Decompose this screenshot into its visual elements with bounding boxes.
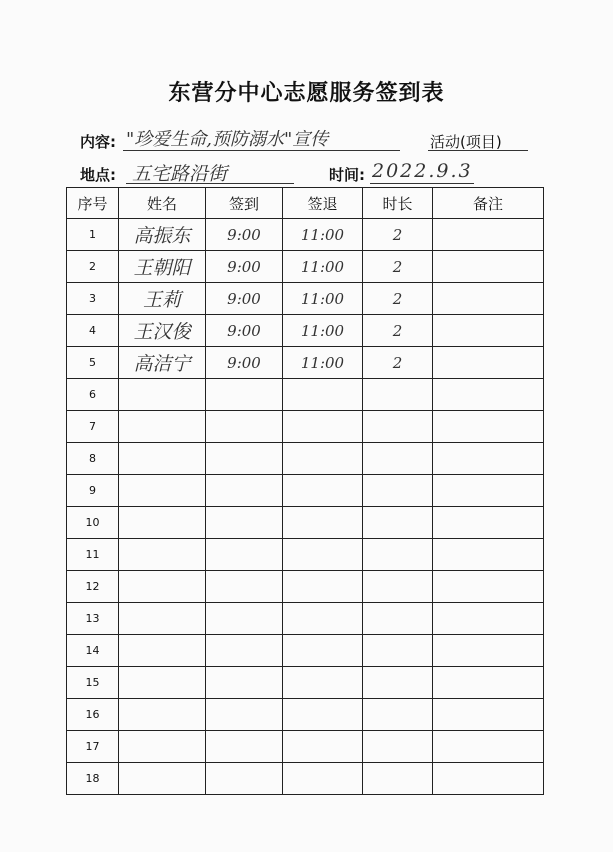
table-row (67, 699, 544, 731)
row-note (433, 763, 544, 795)
row-duration (363, 475, 433, 507)
row-number: 5 (67, 347, 119, 379)
table-row (67, 763, 544, 795)
row-note (433, 475, 544, 507)
row-sign-in (206, 571, 283, 603)
row-duration: 2 (363, 283, 433, 315)
table-row (67, 635, 544, 667)
row-sign-out (283, 763, 363, 795)
activity-underline (428, 150, 528, 151)
row-name: 王汉俊 (119, 315, 206, 347)
row-number: 9 (67, 475, 119, 507)
row-sign-in (206, 603, 283, 635)
row-name: 高洁宁 (119, 347, 206, 379)
row-duration (363, 731, 433, 763)
row-sign-out (283, 507, 363, 539)
row-note (433, 507, 544, 539)
table-row (67, 283, 544, 315)
row-number: 14 (67, 635, 119, 667)
table-row (67, 251, 544, 283)
row-name (119, 603, 206, 635)
table-row (67, 667, 544, 699)
time-underline (370, 183, 474, 184)
time-label: 时间: (329, 166, 365, 184)
col-header-duration: 时长 (363, 188, 433, 219)
row-duration: 2 (363, 251, 433, 283)
content-underline (123, 150, 400, 151)
table-row (67, 443, 544, 475)
row-duration (363, 443, 433, 475)
row-sign-out (283, 603, 363, 635)
row-note (433, 347, 544, 379)
row-number: 1 (67, 219, 119, 251)
row-note (433, 603, 544, 635)
row-name (119, 507, 206, 539)
row-note (433, 283, 544, 315)
row-note (433, 635, 544, 667)
row-sign-in (206, 699, 283, 731)
row-note (433, 379, 544, 411)
row-number: 2 (67, 251, 119, 283)
row-name (119, 667, 206, 699)
table-row (67, 731, 544, 763)
row-number: 7 (67, 411, 119, 443)
row-duration (363, 635, 433, 667)
row-name (119, 443, 206, 475)
row-sign-out (283, 731, 363, 763)
col-header-sign-out: 签退 (283, 188, 363, 219)
table-row (67, 507, 544, 539)
row-sign-in (206, 475, 283, 507)
col-header-sign-in: 签到 (206, 188, 283, 219)
location-underline (126, 183, 294, 184)
table-row (67, 219, 544, 251)
row-duration: 2 (363, 347, 433, 379)
col-header-name: 姓名 (119, 188, 206, 219)
row-number: 18 (67, 763, 119, 795)
row-number: 13 (67, 603, 119, 635)
row-name (119, 635, 206, 667)
row-sign-in: 9:00 (206, 219, 283, 251)
row-number: 12 (67, 571, 119, 603)
row-sign-out: 11:00 (283, 283, 363, 315)
row-sign-in (206, 443, 283, 475)
row-duration (363, 411, 433, 443)
table-row (67, 315, 544, 347)
row-duration (363, 603, 433, 635)
row-name (119, 539, 206, 571)
table-row (67, 539, 544, 571)
row-note (433, 411, 544, 443)
row-name: 王莉 (119, 283, 206, 315)
row-note (433, 219, 544, 251)
row-sign-out (283, 475, 363, 507)
table-row (67, 571, 544, 603)
row-note (433, 251, 544, 283)
table-row (67, 347, 544, 379)
row-note (433, 699, 544, 731)
row-duration (363, 507, 433, 539)
table-row (67, 379, 544, 411)
content-label: 内容: (80, 133, 116, 151)
row-number: 11 (67, 539, 119, 571)
row-sign-out: 11:00 (283, 315, 363, 347)
row-sign-out (283, 635, 363, 667)
row-sign-out: 11:00 (283, 251, 363, 283)
row-name (119, 411, 206, 443)
row-sign-out: 11:00 (283, 219, 363, 251)
row-duration (363, 571, 433, 603)
content-value: "珍爱生命,预防溺水"宣传 (126, 129, 329, 150)
location-value: 五宅路沿街 (132, 163, 228, 185)
row-duration (363, 763, 433, 795)
row-sign-out (283, 411, 363, 443)
row-sign-in (206, 667, 283, 699)
row-sign-out (283, 571, 363, 603)
sign-in-table (66, 187, 544, 795)
row-duration (363, 699, 433, 731)
row-sign-out: 11:00 (283, 347, 363, 379)
row-number: 10 (67, 507, 119, 539)
table-row (67, 411, 544, 443)
row-sign-in: 9:00 (206, 347, 283, 379)
row-sign-out (283, 667, 363, 699)
row-name (119, 763, 206, 795)
row-sign-in: 9:00 (206, 251, 283, 283)
row-duration (363, 539, 433, 571)
row-sign-in (206, 731, 283, 763)
time-value: 2022.9.3 (372, 160, 473, 182)
row-name (119, 571, 206, 603)
row-number: 3 (67, 283, 119, 315)
row-sign-in (206, 379, 283, 411)
row-note (433, 315, 544, 347)
row-name (119, 475, 206, 507)
row-note (433, 539, 544, 571)
col-header-note: 备注 (433, 188, 544, 219)
table-row (67, 475, 544, 507)
row-name: 王朝阳 (119, 251, 206, 283)
row-sign-out (283, 443, 363, 475)
row-sign-in (206, 539, 283, 571)
col-header-no: 序号 (67, 188, 119, 219)
row-duration (363, 667, 433, 699)
row-note (433, 443, 544, 475)
location-label: 地点: (80, 166, 116, 184)
row-name (119, 379, 206, 411)
row-number: 6 (67, 379, 119, 411)
row-sign-in: 9:00 (206, 283, 283, 315)
row-number: 8 (67, 443, 119, 475)
row-sign-in: 9:00 (206, 315, 283, 347)
row-name (119, 699, 206, 731)
row-note (433, 571, 544, 603)
row-note (433, 731, 544, 763)
row-sign-out (283, 539, 363, 571)
row-number: 15 (67, 667, 119, 699)
row-sign-in (206, 411, 283, 443)
activity-label: 活动(项目) (430, 133, 502, 151)
form-title: 东营分中心志愿服务签到表 (168, 81, 445, 106)
row-duration (363, 379, 433, 411)
row-duration: 2 (363, 315, 433, 347)
row-note (433, 667, 544, 699)
row-sign-in (206, 763, 283, 795)
row-sign-in (206, 635, 283, 667)
row-sign-out (283, 379, 363, 411)
table-row (67, 603, 544, 635)
row-name: 高振东 (119, 219, 206, 251)
row-name (119, 731, 206, 763)
row-number: 17 (67, 731, 119, 763)
row-sign-in (206, 507, 283, 539)
row-number: 4 (67, 315, 119, 347)
row-duration: 2 (363, 219, 433, 251)
row-number: 16 (67, 699, 119, 731)
table-header-row (67, 188, 544, 219)
row-sign-out (283, 699, 363, 731)
